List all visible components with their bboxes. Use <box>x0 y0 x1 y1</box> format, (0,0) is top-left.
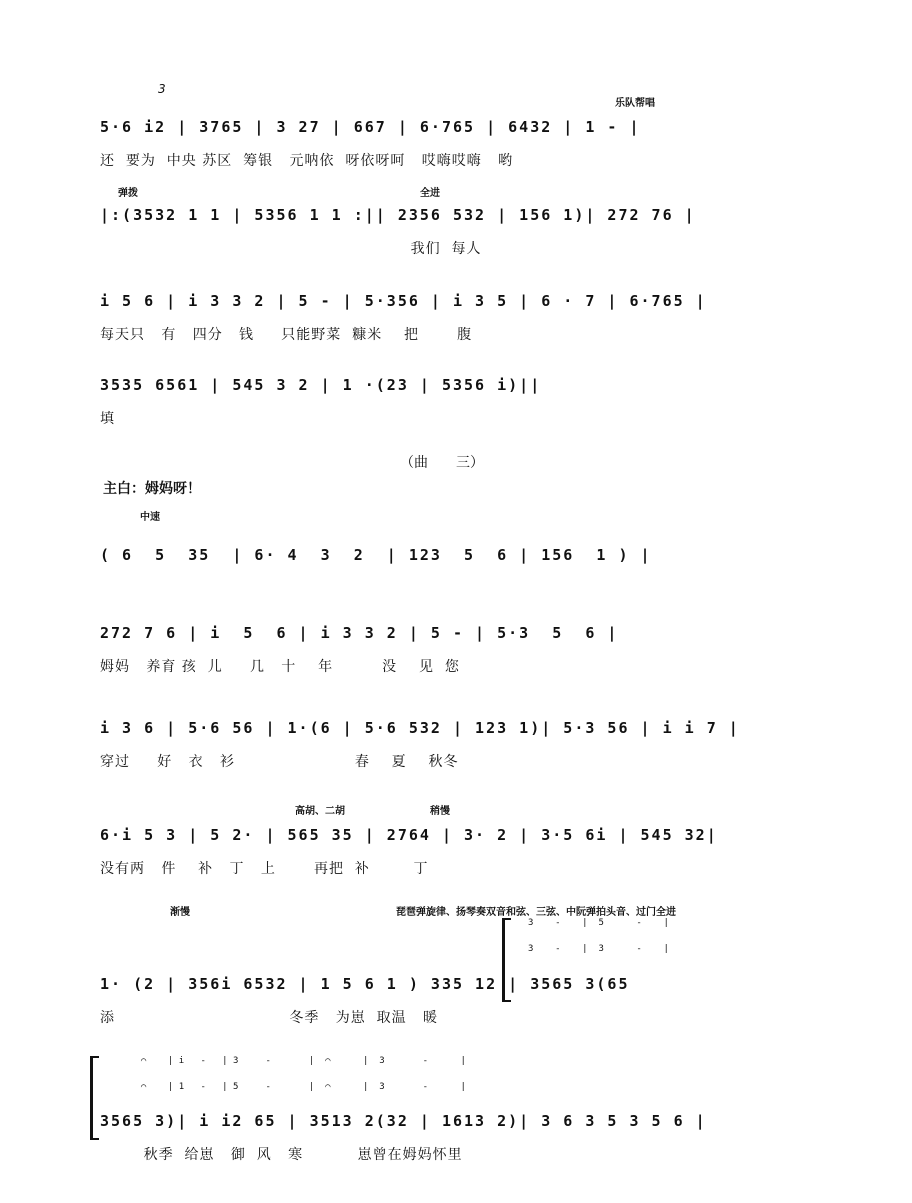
instrument-bracket-b <box>90 1056 99 1140</box>
instrument-bracket-a <box>502 918 511 1002</box>
notation: i 3 6 | 5·6 56 | 1·(6 | 5·6 532 | 123 1)| 5·3 56 | i i 7 | <box>100 719 740 737</box>
performance-mark: 乐队帮唱 <box>615 98 655 109</box>
performance-mark: 全进 <box>420 188 440 199</box>
lyrics: 添 冬季 为崽 取温 暖 <box>100 1010 439 1026</box>
notation: 5·6 i2 | 3765 | 3 27 | 667 | 6·765 | 6432 | 1 - | <box>100 118 641 136</box>
instrument-row-a2: 3 - | 3 - | <box>528 944 669 954</box>
lyrics: 穿过 好 衣 衫 春 夏 秋冬 <box>100 754 459 770</box>
instrument-row-b2: ⌒ | 1 - | 5 - | ⌒ | 3 - | <box>130 1082 466 1092</box>
performance-mark: 中速 <box>140 512 160 523</box>
performance-mark: 渐慢 <box>170 907 190 918</box>
notation: 6·i 5 3 | 5 2· | 565 35 | 2764 | 3· 2 | 3·5 6i | 545 32| <box>100 826 718 844</box>
lyrics: 还 要为 中央 苏区 筹银 元呐依 呀依呀呵 哎嗨哎嗨 哟 <box>100 153 514 169</box>
notation: 3535 6561 | 545 3 2 | 1 ·(23 | 5356 i)|| <box>100 376 542 394</box>
lyrics: 我们 每人 <box>100 241 482 257</box>
instrument-row-b1: ⌒ | i - | 3 - | ⌒ | 3 - | <box>130 1056 466 1066</box>
performance-mark: 琵琶弹旋律、扬琴奏双音和弦、三弦、中阮弹拍头音、过门全进 <box>396 907 676 918</box>
notation: 3565 3)| i i2 65 | 3513 2(32 | 1613 2)| 3 6 3 5 3 5 6 | <box>100 1112 707 1130</box>
performance-mark: 高胡、二胡 <box>295 806 345 817</box>
lyrics: 填 <box>100 411 115 427</box>
performance-mark: 稍慢 <box>430 806 450 817</box>
notation: i 5 6 | i 3 3 2 | 5 - | 5·356 | i 3 5 | 6 · 7 | 6·765 | <box>100 292 707 310</box>
spoken-line: 主白：姆妈呀！ <box>103 481 201 497</box>
performance-mark: 弹拨 <box>118 188 138 199</box>
instrument-row-a1: 3 - | 5 - | <box>528 918 669 928</box>
notation: |:(3532 1 1 | 5356 1 1 :|| 2356 532 | 156 1)| 272 76 | <box>100 206 696 224</box>
lyrics: 姆妈 养育 孩 儿 几 十 年 没 见 您 <box>100 659 460 675</box>
section-title: （曲 三） <box>400 455 484 471</box>
lyrics: 没有两 件 补 丁 上 再把 补 丁 <box>100 861 429 877</box>
notation: 272 7 6 | i 5 6 | i 3 3 2 | 5 - | 5·3 5 6 | <box>100 624 619 642</box>
notation: ( 6 5 35 | 6· 4 3 2 | 123 5 6 | 156 1 ) | <box>100 546 652 564</box>
lyrics: 每天只 有 四分 钱 只能野菜 糠米 把 腹 <box>100 327 473 343</box>
lyrics: 秋季 给崽 御 风 寒 崽曾在姆妈怀里 <box>100 1147 463 1163</box>
measure-number: 3 <box>158 82 166 96</box>
notation: 1· (2 | 356i 6532 | 1 5 6 1 ) 335 12 | 3565 3(65 <box>100 975 630 993</box>
